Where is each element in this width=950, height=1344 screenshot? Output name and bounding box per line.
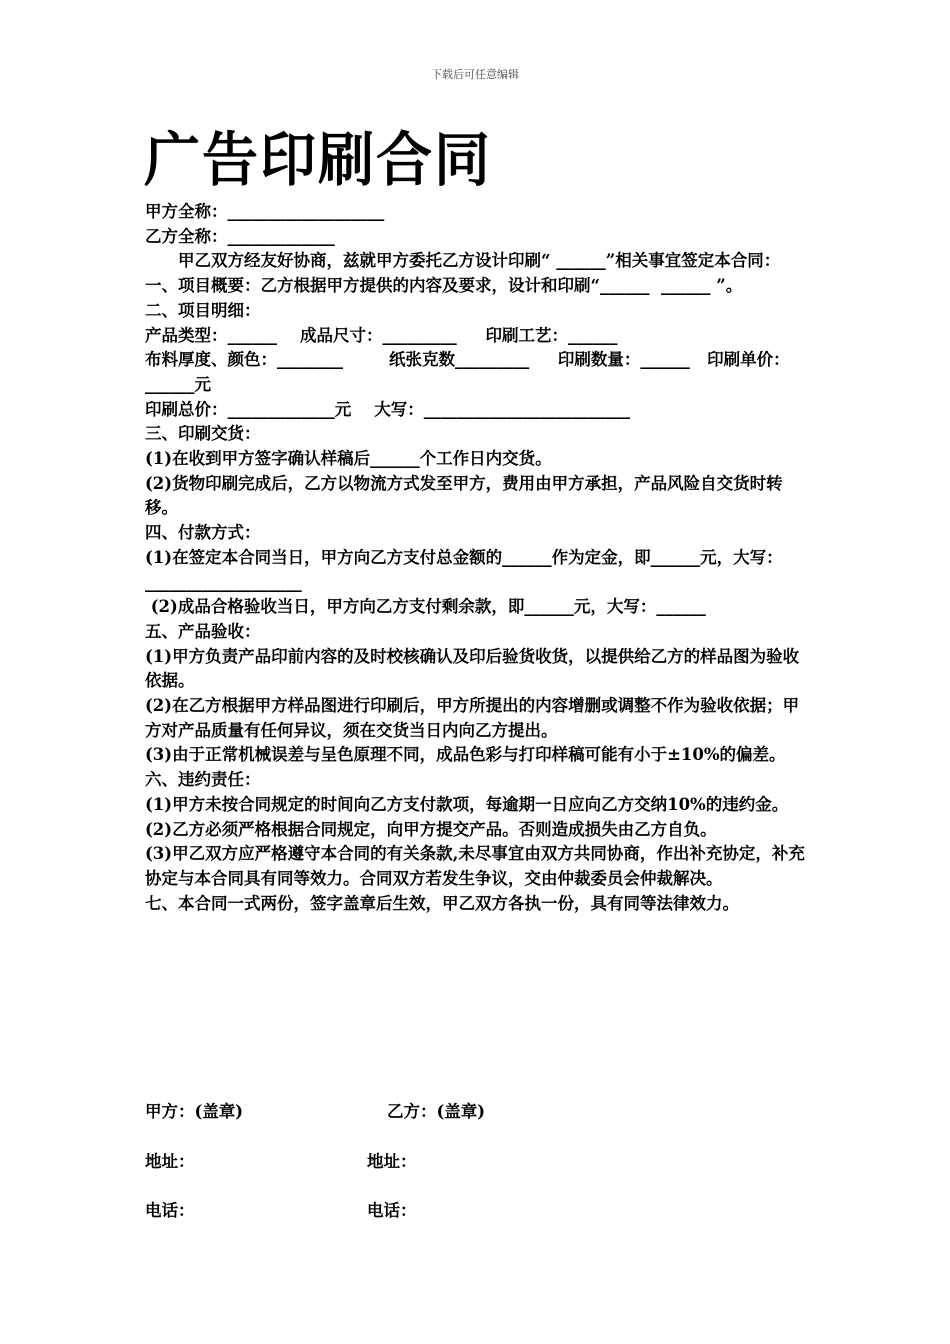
preamble: 甲乙双方经友好协商，兹就甲方委托乙方设计印刷“ ______”相关事宜签定本合同： <box>178 251 781 271</box>
spec-row-2: 布料厚度、颜色：________ 纸张克数_________ 印刷数量：______ 印刷单价：______元 <box>145 350 790 394</box>
party-b-seal: 乙方：(盖章) <box>387 1102 486 1121</box>
party-b-phone: 电话： <box>367 1201 417 1220</box>
delivery-clause-1: (1)在收到甲方签字确认样稿后______个工作日内交货。 <box>145 449 552 469</box>
section-4-heading: 四、付款方式： <box>145 523 261 543</box>
spec-row-1: 产品类型：______ 成品尺寸：_________ 印刷工艺：______ <box>145 325 618 345</box>
acceptance-clause-3: (3)由于正常机械误差与呈色原理不同，成品色彩与打印样稿可能有小于±10%的偏差。 <box>145 745 786 765</box>
party-a-address: 地址： <box>145 1152 195 1171</box>
document-title: 广告印刷合同 <box>144 125 492 195</box>
party-b-address: 地址： <box>367 1152 417 1171</box>
payment-clause-1: (1)在签定本合同当日，甲方向乙方支付总金额的______作为定金，即______元，大写：___________________ <box>145 547 783 592</box>
section-6-heading: 六、违约责任： <box>145 770 261 790</box>
section-7: 七、本合同一式两份，签字盖章后生效，甲乙双方各执一份，具有同等法律效力。 <box>145 893 739 913</box>
section-1: 一、项目概要：乙方根据甲方提供的内容及要求，设计和印刷“______ ______ ”。 <box>145 276 743 296</box>
page-header: 下载后可任意编辑 <box>431 68 519 81</box>
liability-clause-1: (1)甲方未按合同规定的时间向乙方支付款项，每逾期一日应向乙方交纳10%的违约金。 <box>145 794 789 814</box>
total-price: 印刷总价：_____________元 大写：_________________________ <box>145 399 630 419</box>
section-3-heading: 三、印刷交货： <box>145 424 261 444</box>
payment-clause-2: (2)成品合格验收当日，甲方向乙方支付剩余款，即______元，大写：______ <box>145 597 706 617</box>
party-a-phone: 电话： <box>145 1201 195 1220</box>
delivery-clause-2: (2)货物印刷完成后，乙方以物流方式发至甲方，费用由甲方承担，产品风险自交货时转移。 <box>145 473 783 518</box>
acceptance-clause-1: (1)甲方负责产品印前内容的及时校核确认及印后验货收货，以提供给乙方的样品图为验收依据。 <box>145 646 800 691</box>
section-2-heading: 二、项目明细： <box>145 300 261 320</box>
liability-clause-2: (2)乙方必须严格根据合同规定，向甲方提交产品。否则造成损失由乙方自负。 <box>145 819 717 839</box>
contract-body <box>145 200 815 916</box>
acceptance-clause-2: (2)在乙方根据甲方样品图进行印刷后，甲方所提出的内容增删或调整不作为验收依据；甲方对产品质量有任何异议，须在交货当日内向乙方提出。 <box>145 696 800 740</box>
party-a-name: 甲方全称：___________________ <box>145 202 385 221</box>
party-a-seal: 甲方：(盖章) <box>145 1102 244 1121</box>
section-5-heading: 五、产品验收： <box>145 621 261 641</box>
party-b-name: 乙方全称：_____________ <box>145 226 335 246</box>
liability-clause-3: (3)甲乙双方应严格遵守本合同的有关条款,未尽事宜由双方共同协商，作出补充协定，补充协定与本合同具有同等效力。合同双方若发生争议，交由仲裁委员会仲裁解决。 <box>145 844 805 888</box>
